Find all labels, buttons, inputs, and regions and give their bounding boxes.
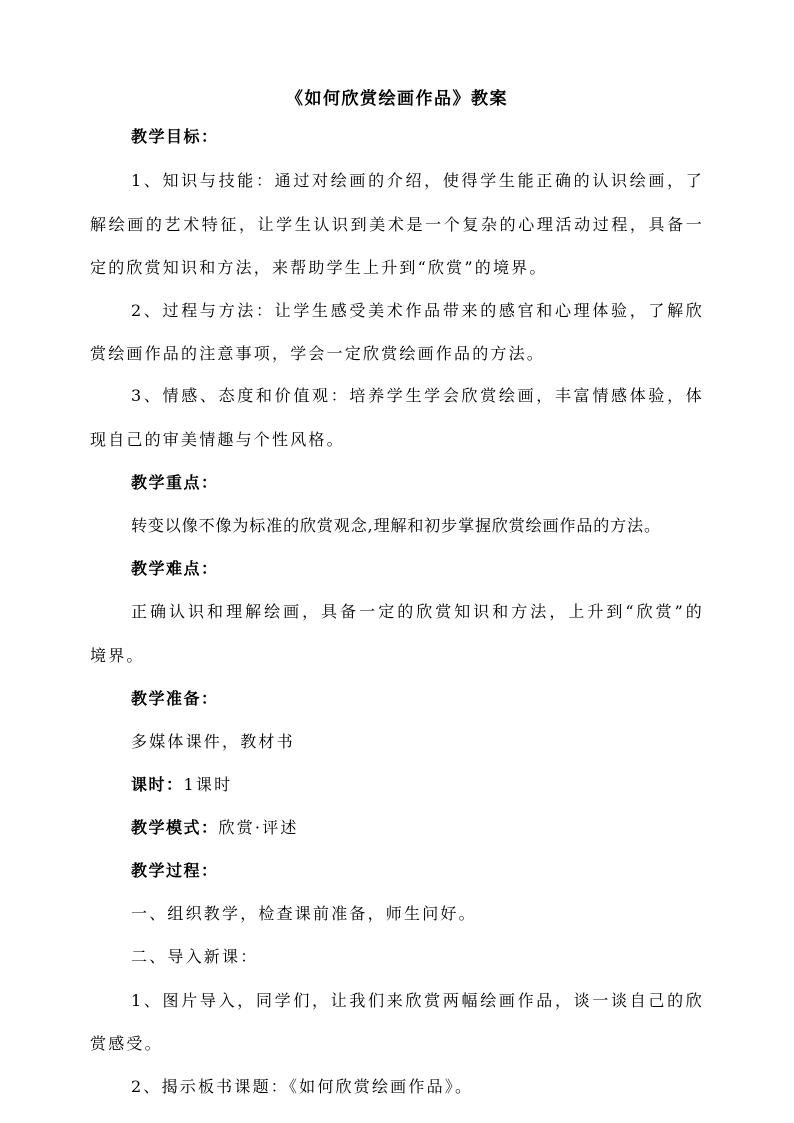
preparation-heading: 教学准备：: [131, 689, 219, 708]
class-hours-row: [131, 774, 232, 796]
objective1-line1: 1、知识与技能：通过对绘画的介绍，使得学生能正确的认识绘画，了: [131, 171, 704, 190]
process-step1: 一、组织教学，检查课前准备，师生问好。: [131, 904, 477, 923]
preparation-text: 多媒体课件，教材书: [131, 732, 295, 751]
objectives-heading: 教学目标：: [131, 127, 219, 146]
difficulties-line1: 正确认识和理解绘画，具备一定的欣赏知识和方法，上升到“欣赏”的: [131, 602, 704, 621]
process-step2-2: 2、揭示板书课题：《如何欣赏绘画作品》。: [131, 1077, 474, 1096]
process-step2-1-line1: 1、图片导入，同学们，让我们来欣赏两幅绘画作品，谈一谈自己的欣: [131, 991, 704, 1010]
teaching-mode-row: [131, 817, 299, 839]
process-heading: 教学过程：: [131, 861, 219, 880]
objective2-line1: 2、过程与方法：让学生感受美术作品带来的感官和心理体验，了解欣: [131, 301, 704, 320]
objective1-line3: 定的欣赏知识和方法，来帮助学生上升到“欣赏”的境界。: [90, 258, 548, 277]
class-hours-label: 课时：: [131, 775, 184, 794]
difficulties-heading: 教学难点：: [131, 559, 219, 578]
objective3-line1: 3、情感、态度和价值观：培养学生学会欣赏绘画，丰富情感体验，体: [131, 386, 704, 405]
objective3-line2: 现自己的审美情趣与个性风格。: [90, 430, 345, 449]
key-points-text: 转变以像不像为标准的欣赏观念,理解和初步掌握欣赏绘画作品的方法。: [131, 516, 661, 535]
process-step2: 二、导入新课：: [131, 947, 259, 966]
key-points-heading: 教学重点：: [131, 473, 219, 492]
objective1-line2: 解绘画的艺术特征，让学生认识到美术是一个复杂的心理活动过程，具备一: [90, 215, 704, 234]
teaching-mode-value: 欣赏·评述: [218, 818, 299, 837]
difficulties-line2: 境界。: [90, 646, 145, 665]
objective2-line2: 赏绘画作品的注意事项，学会一定欣赏绘画作品的方法。: [90, 344, 546, 363]
process-step2-1-line2: 赏感受。: [90, 1034, 163, 1053]
document-title: 《如何欣赏绘画作品》教案: [286, 89, 508, 109]
class-hours-value: 1课时: [183, 775, 233, 794]
teaching-mode-label: 教学模式：: [131, 818, 219, 837]
